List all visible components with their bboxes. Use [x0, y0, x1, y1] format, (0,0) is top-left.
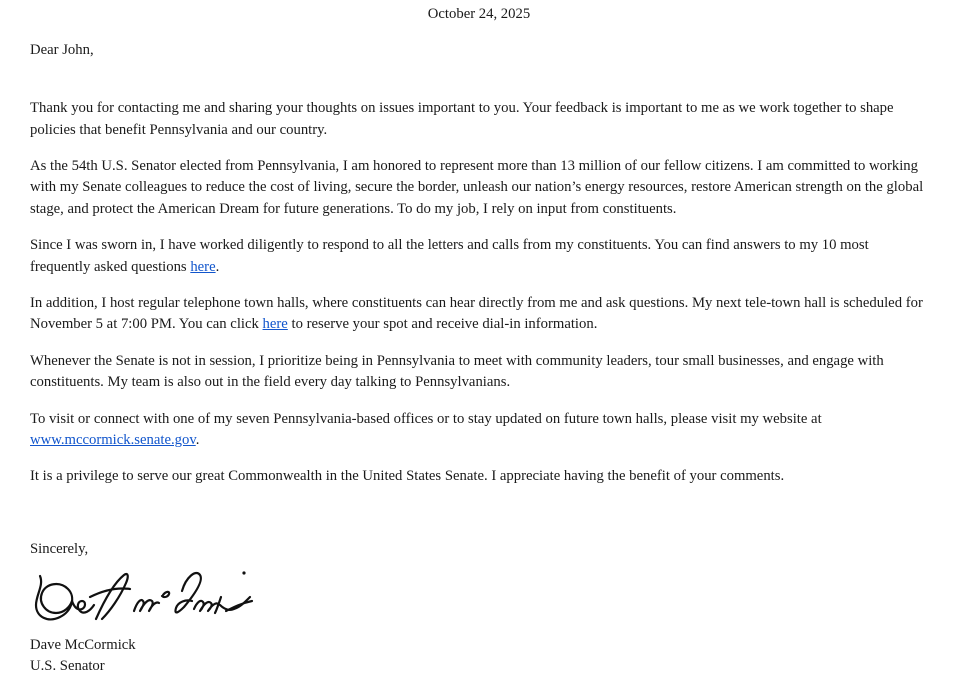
text-run: Since I was sworn in, I have worked diligently to respond to all the letters and calls from my constituents. You can find answers to my 10 most frequently asked questions	[30, 237, 869, 275]
paragraph-in-state	[30, 351, 928, 394]
paragraph-faq	[30, 235, 928, 278]
text-run: Whenever the Senate is not in session, I prioritize being in Pennsylvania to meet with community leaders, tour small businesses, and engage with constituents. My team is also out in the field every day talking to Pennsylvanians.	[30, 352, 884, 391]
townhall-here-link[interactable]: here	[262, 316, 288, 333]
text-run: to reserve your spot and receive dial-in information.	[287, 316, 598, 333]
blank-line	[30, 503, 928, 524]
sender-title: U.S. Senator	[30, 658, 105, 675]
faq-here-link[interactable]: here	[190, 258, 216, 275]
signature-image	[30, 567, 928, 625]
paragraph-privilege	[30, 466, 928, 487]
text-run: .	[195, 432, 200, 449]
paragraph-54th-senator	[30, 156, 928, 220]
text-run: To visit or connect with one of my seven Pennsylvania-based offices or to stay updated on future town halls, please visit my website at	[30, 410, 822, 427]
website-link[interactable]: www.mccormick.senate.gov	[30, 432, 196, 449]
paragraph-town-halls	[30, 293, 928, 336]
sender-name: Dave McCormick	[30, 636, 136, 653]
text-run: It is a privilege to serve our great Commonwealth in the United States Senate. I appreciate having the benefit of your comments.	[30, 468, 785, 485]
text-run: .	[215, 258, 220, 275]
text-run: Thank you for contacting me and sharing your thoughts on issues important to you. Your feedback is important to me as we work together to shape policies that benefit Pennsylvania and our country.	[30, 100, 894, 138]
letter-date: October 24, 2025	[427, 6, 531, 22]
blank-line	[30, 77, 928, 98]
handwritten-signature-icon	[30, 567, 255, 625]
paragraph-website	[30, 409, 928, 452]
text-run: In addition, I host regular telephone town halls, where constituents can hear directly from me and ask questions. My next tele-town hall is scheduled for November 5 at 7:00 PM. You can click	[30, 295, 923, 333]
salutation: Dear John,	[30, 42, 94, 59]
sender-block	[30, 635, 928, 678]
closing: Sincerely,	[30, 541, 89, 558]
paragraph-thank-you	[30, 98, 928, 141]
text-run: As the 54th U.S. Senator elected from Pennsylvania, I am honored to represent more than 13 million of our fellow citizens. I am committed to working with my Senate colleagues to reduce the cost of living, secure the border, unleash our nation’s energy resources, restore American strength on the global stage, and protect the American Dream for future generations. To do my job, I rely on input from constituents.	[30, 158, 924, 217]
